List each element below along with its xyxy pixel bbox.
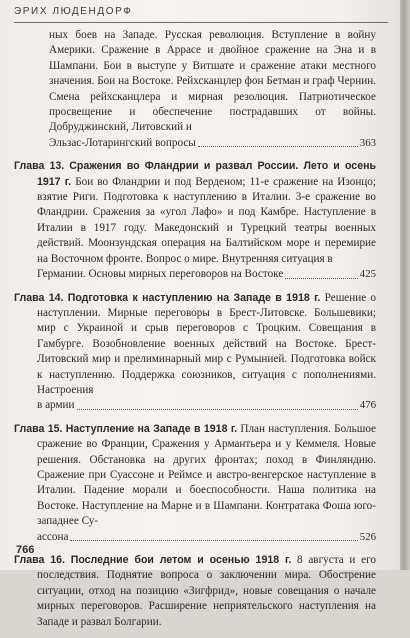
- toc-entry-chapter-15[interactable]: [14, 422, 376, 545]
- toc-page-line: [14, 136, 376, 151]
- toc-entry-last-line: Германии. Основы мирных переговоров на Востоке: [37, 268, 284, 281]
- chapter-title: Наступление на Западе в 1918 г.: [65, 422, 238, 435]
- toc-page-number[interactable]: 425: [359, 268, 376, 281]
- toc-entry-chapter-14[interactable]: [14, 291, 376, 414]
- dot-leader: [77, 409, 358, 410]
- toc-entry-text: [14, 553, 376, 630]
- toc-page-number[interactable]: 363: [359, 136, 376, 149]
- chapter-description: План наступления. Большое сражение во Франции, Сражения у Армантьера и у Кеммеля. Новые решения. Обстановка на других фронтах; поход в Финляндию. Сражение при Суассоне и Реймсе и австро-венгерское наступление в Италии. Падение морали и боеспособности. Наша политика на Востоке. Наступление на Марне и в Шампани. Контратака Фоша юго-западнее Су-: [37, 422, 377, 528]
- toc-entry-last-line: Эльзас-Лотарингский вопросы: [49, 136, 196, 149]
- toc-entry-chapter-13[interactable]: [14, 159, 376, 282]
- toc-entry-text: ных боев на Западе. Русская революция. Вступление в войну Америки. Сражение в Аррасе и двойное сражение на Эна и в Шампани. Бои в выступе у Витшате и сражение атаки местного значения. Бои на Востоке. Рейхсканцлер фон Бетман и граф Чернин. Смена рейхсканцлера и мирная резолюция. Патриотическое просвещение и обеспечение пострадавших от войны. Добруджинский, Литовский и: [49, 29, 376, 134]
- chapter-label: Глава 13.: [14, 160, 65, 173]
- toc-page-number[interactable]: 476: [359, 399, 376, 412]
- toc-entry-chapter-16[interactable]: [14, 553, 376, 630]
- toc-page-line: [14, 267, 376, 282]
- toc-page-line: [14, 398, 376, 413]
- table-of-contents: [14, 28, 376, 638]
- chapter-title: Подготовка к наступлению на Западе в 1918 г.: [67, 291, 321, 304]
- page-number-folio: 766: [16, 544, 35, 556]
- dot-leader: [285, 278, 358, 279]
- toc-page-line: [14, 530, 376, 545]
- toc-entry-intro: [14, 28, 376, 151]
- toc-entry-text: [14, 291, 376, 399]
- running-head: ЭРИХ ЛЮДЕНДОРФ: [14, 6, 133, 17]
- toc-entry-last-line: ассона: [37, 530, 69, 543]
- header-rule: [14, 22, 388, 23]
- chapter-description: Бои во Фландрии и под Верденом; 11-е сражение на Изонцо; взятие Риги. Подготовка к наступлению в Италии. 3-е сражение во Фландрии. Сражения за «угол Лафо» и под Камбре. Наступление в Италии в 1917 году. Македонский и Турецкий театры военных действий. Моонзундская операция на Балтийском море и перемирие на Восточном фронте. Вопрос о мире. Внутренняя ситуация в: [37, 175, 376, 265]
- chapter-title: Последние бои летом и осенью 1918 г.: [70, 554, 292, 566]
- chapter-label: Глава 14.: [14, 291, 64, 304]
- chapter-label: Глава 16.: [14, 554, 65, 566]
- chapter-description: 8 августа и его последствия. Поднятие вопроса о заключении мира. Обострение ситуации, отход на позицию «Зигфрид», новые совещания о начале мирных переговоров. Расширение неприятельского наступления на Западе и развал Болгарии.: [37, 554, 377, 628]
- toc-entry-text: [14, 422, 376, 530]
- chapter-description: Решение о наступлении. Мирные переговоры в Брест-Литовске. Большевики; мир с Украиной и срыв переговоров с Троцким. Совещания в Гамбурге. Возобновление военных действий на Востоке. Брест-Литовский мир и прелиминарный мир с Румынией. Подготовка войск к наступлению. Поддержка союзников, ситуация с пополнениями. Настроения: [37, 291, 377, 396]
- page-edge: [400, 0, 410, 570]
- dot-leader: [70, 540, 357, 541]
- toc-page-number[interactable]: 526: [359, 530, 376, 543]
- chapter-label: Глава 15.: [14, 422, 63, 435]
- toc-entry-text: [14, 159, 376, 267]
- toc-entry-last-line: в армии: [37, 399, 75, 412]
- chapter-title: Сражения во Фландрии и развал России. Лето и осень 1917 г.: [37, 160, 376, 188]
- dot-leader: [198, 146, 358, 147]
